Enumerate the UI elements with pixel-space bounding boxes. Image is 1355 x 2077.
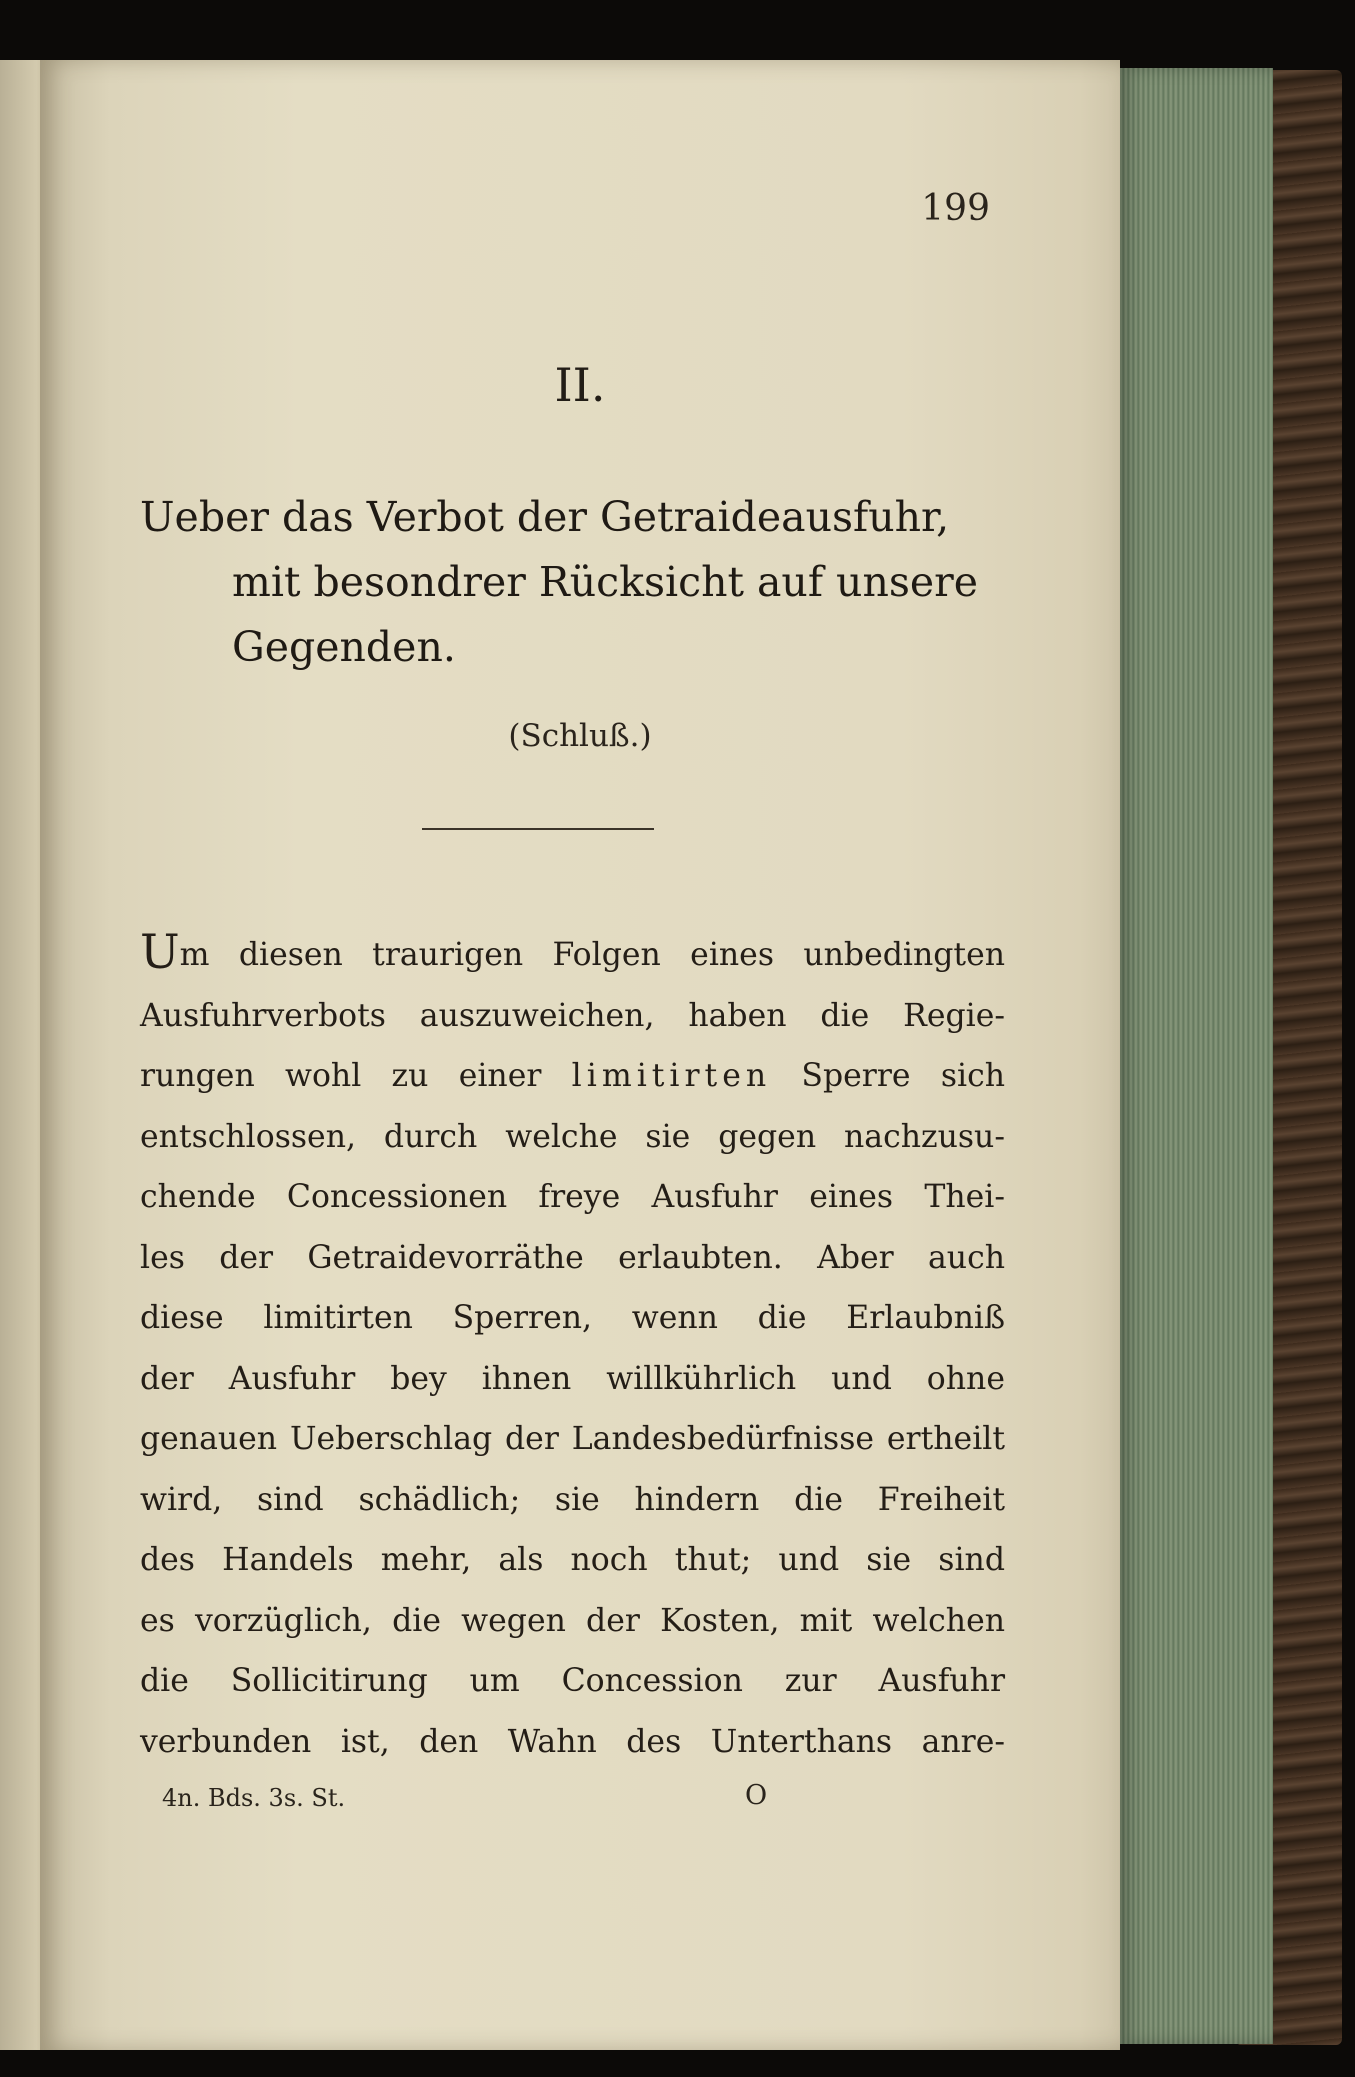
- page-footer: [162, 1780, 962, 1824]
- initial-letter: U: [140, 925, 180, 980]
- body-line: [140, 925, 1005, 986]
- body-text: [140, 925, 1005, 1772]
- section-numeral: II.: [554, 358, 606, 412]
- chapter-title: [140, 485, 1000, 680]
- title-line: Ueber das Verbot der Getraideausfuhr,: [140, 493, 950, 541]
- body-line: les der Getraidevorräthe erlaubten. Aber auch: [140, 1239, 1005, 1276]
- body-line: des Handels mehr, als noch thut; und sie sind: [140, 1542, 1005, 1578]
- body-line: der Ausfuhr bey ihnen willkührlich und ohne: [140, 1360, 1005, 1397]
- volume-signature: 4n. Bds. 3s. St.: [162, 1784, 346, 1812]
- body-line: verbunden ist, den Wahn des Unterthans anre-: [140, 1723, 1005, 1760]
- body-line: Ausfuhrverbots auszuweichen, haben die Regie-: [140, 997, 1005, 1034]
- page-number: 199: [921, 188, 990, 229]
- title-line: mit besondrer Rücksicht auf unsere: [232, 558, 979, 606]
- body-line: chende Concessionen freye Ausfuhr eines Thei-: [140, 1179, 1005, 1215]
- body-line: diese limitirten Sperren, wenn die Erlaubniß: [140, 1300, 1005, 1336]
- chapter-subtitle: (Schluß.): [508, 718, 652, 754]
- title-line: Gegenden.: [232, 623, 456, 671]
- body-line-text: m diesen traurigen Folgen eines unbedingten: [179, 937, 1005, 973]
- body-line: entschlossen, durch welche sie gegen nachzusu-: [140, 1118, 1005, 1155]
- body-line-text: rungen wohl zu einer: [140, 1058, 572, 1094]
- body-line-text: Sperre sich: [771, 1058, 1005, 1094]
- book-page: [40, 60, 1120, 2050]
- page-edges-stack: [1118, 68, 1273, 2044]
- body-line: es vorzüglich, die wegen der Kosten, mit welchen: [140, 1602, 1005, 1639]
- body-line: die Sollicitirung um Concession zur Ausfuhr: [140, 1663, 1005, 1699]
- body-line: [140, 1046, 1005, 1107]
- emphasized-word: limitirten: [571, 1058, 772, 1094]
- sheet-mark: O: [745, 1780, 768, 1811]
- separator-rule: [422, 828, 654, 830]
- body-line: wird, sind schädlich; sie hindern die Freiheit: [140, 1481, 1005, 1518]
- body-line: genauen Ueberschlag der Landesbedürfnisse ertheilt: [140, 1421, 1005, 1457]
